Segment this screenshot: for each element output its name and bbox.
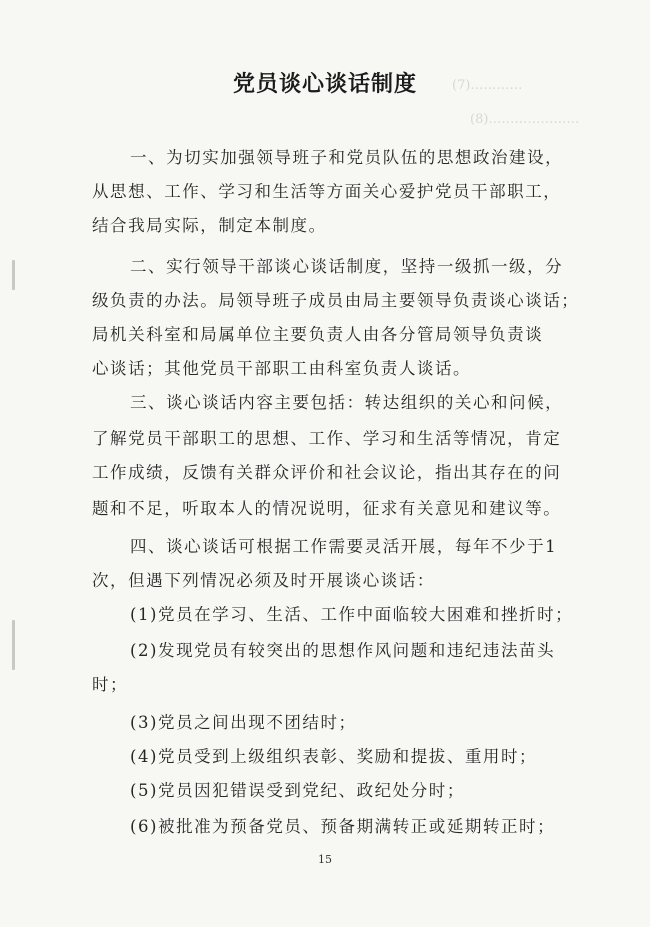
show-through-text: (8)………………… <box>470 112 580 127</box>
text-line: 工作成绩，反馈有关群众评价和社会议论，指出其存在的问 <box>92 463 562 482</box>
page-number: 15 <box>318 853 332 866</box>
text-line: 结合我局实际，制定本制度。 <box>92 216 327 235</box>
text-line: 题和不足，听取本人的情况说明，征求有关意见和建议等。 <box>92 499 562 518</box>
text-line: 二、实行领导干部谈心谈话制度，坚持一级抓一级，分 <box>130 257 564 276</box>
document-title: 党员谈心谈话制度 <box>232 72 417 97</box>
text-line: 从思想、工作、学习和生活等方面关心爱护党员干部职工， <box>92 182 562 201</box>
text-line: 次，但遇下列情况必须及时开展谈心谈话： <box>92 571 435 590</box>
text-line: 四、谈心谈话可根据工作需要灵活开展，每年不少于1 <box>130 537 558 556</box>
text-line: (1)党员在学习、生活、工作中面临较大困难和挫折时； <box>130 605 574 624</box>
text-line: (6)被批准为预备党员、预备期满转正或延期转正时； <box>130 817 556 836</box>
text-line: (4)党员受到上级组织表彰、奖励和提拔、重用时； <box>130 747 538 766</box>
text-line: 级负责的办法。局领导班子成员由局主要领导负责谈心谈话； <box>92 291 580 310</box>
show-through-text: (7)………… <box>452 78 523 93</box>
binding-mark <box>12 260 15 290</box>
text-line: (2)发现党员有较突出的思想作风问题和违纪违法苗头 <box>130 641 556 660</box>
text-line: 了解党员干部职工的思想、工作、学习和生活等情况，肯定 <box>92 429 562 448</box>
text-line: (3)党员之间出现不团结时； <box>130 713 357 732</box>
text-line: 一、为切实加强领导班子和党员队伍的思想政治建设， <box>130 148 564 167</box>
text-line: 局机关科室和局属单位主要负责人由各分管局领导负责谈 <box>92 325 544 344</box>
binding-mark <box>12 620 15 670</box>
text-line: 三、谈心谈话内容主要包括：转达组织的关心和问候， <box>130 393 564 412</box>
text-line: 时； <box>92 675 129 694</box>
text-line: (5)党员因犯错误受到党纪、政纪处分时； <box>130 781 465 800</box>
text-line: 心谈话；其他党员干部职工由科室负责人谈话。 <box>92 359 472 378</box>
